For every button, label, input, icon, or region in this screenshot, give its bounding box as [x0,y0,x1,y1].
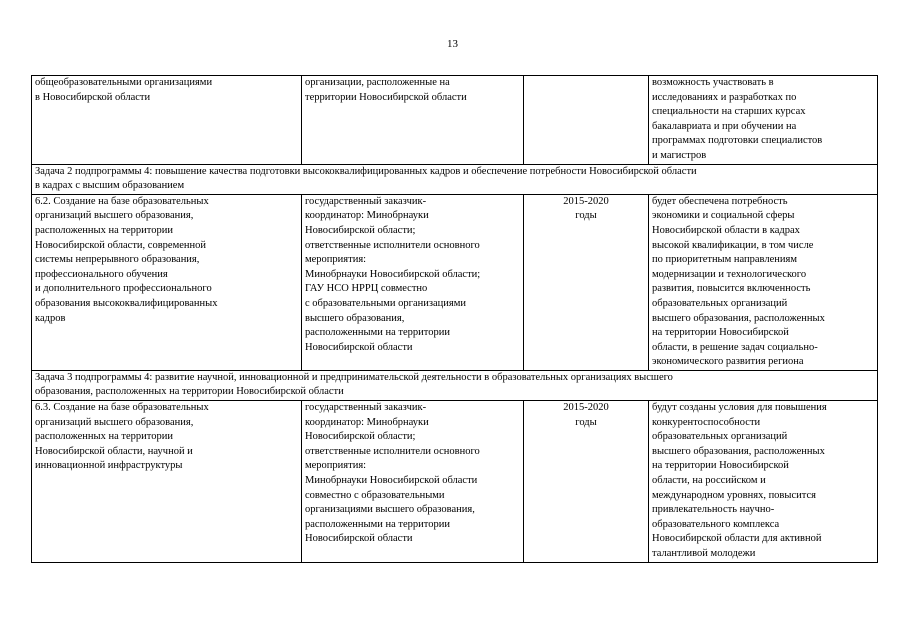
cell-text-line: с образовательными организациями [305,297,467,309]
measure-cell [32,194,302,370]
cell-text-line: и дополнительного профессионального [35,283,212,295]
cell-text-line: международном уровнях, повысится [652,489,816,501]
period-cell [524,401,649,563]
period-cell [524,76,649,165]
cell-text-line: координатор: Минобрнауки [305,416,429,428]
cell-text-line: будут созданы условия для повышения [652,402,827,414]
cell-text-line: Новосибирской области для активной [652,533,822,545]
cell-text-line: годы [575,416,597,428]
cell-text-line: 6.2. Создание на базе образовательных [35,195,209,207]
cell-text-line: расположенными на территории [305,327,450,339]
cell-text-line: расположенных на территории [35,431,173,443]
cell-text-line: будет обеспечена потребность [652,195,788,207]
cell-text-line: расположенными на территории [305,518,450,530]
table-row [32,76,878,165]
cell-text-line: государственный заказчик- [305,402,427,414]
cell-text-line: по приоритетным направлениям [652,254,797,266]
cell-text-line: образовательного комплекса [652,518,780,530]
cell-text-line: экономического развития региона [652,356,804,368]
task-cell [32,370,878,400]
cell-text-line: инновационной инфраструктуры [35,460,183,472]
program-table-body [32,76,878,563]
page-number: 13 [447,38,458,50]
cell-text-line: организации, расположенные на [305,77,450,88]
cell-text-line: территории Новосибирской области [305,91,467,103]
task-text-line: образования, расположенных на территории Новосибирской области [35,386,344,398]
cell-text-line: мероприятия: [305,460,367,472]
cell-text-line: ответственные исполнители основного [305,445,480,457]
cell-text-line: Новосибирской области, современной [35,239,206,251]
cell-text-line: совместно с образовательными [305,489,445,501]
measure-cell [32,401,302,563]
task-row [32,370,878,400]
cell-text-line: высшего образования, расположенных [652,445,825,457]
measure-cell [32,76,302,165]
task-row [32,164,878,194]
cell-text-line: Минобрнауки Новосибирской области; [305,268,481,280]
cell-text-line: ГАУ НСО НРРЦ совместно [305,283,428,295]
cell-text-line: государственный заказчик- [305,195,427,207]
cell-text-line: общеобразовательными организациями [35,77,213,88]
cell-text-line: годы [575,210,597,222]
cell-text-line: координатор: Минобрнауки [305,210,429,222]
cell-text-line: специальности на старших курсах [652,106,806,118]
cell-text-line: кадров [35,312,66,324]
result-cell [649,76,878,165]
cell-text-line: образовательных организаций [652,297,788,309]
executors-cell [302,401,524,563]
program-table [31,75,878,563]
cell-text-line: талантливой молодежи [652,548,756,559]
cell-text-line: высшего образования, [305,312,405,324]
task-text-line: в кадрах с высшим образованием [35,180,185,192]
cell-text-line: исследованиях и разработках по [652,91,797,103]
cell-text-line: расположенных на территории [35,224,173,236]
cell-text-line: области, на российском и [652,475,766,487]
task-text-line: Задача 2 подпрограммы 4: повышение качества подготовки высококвалифицированных кадров и обеспечение потребности Новосибирской области [35,165,697,177]
cell-text-line: 2015-2020 [563,195,609,207]
cell-text-line: 6.3. Создание на базе образовательных [35,402,209,414]
cell-text-line: высшего образования, расположенных [652,312,825,324]
cell-text-line: привлекательность научно- [652,504,775,516]
cell-text-line: на территории Новосибирской [652,327,789,339]
cell-text-line: образовательных организаций [652,431,788,443]
cell-text-line: Новосибирской области в кадрах [652,224,800,236]
cell-text-line: профессионального обучения [35,268,168,280]
executors-cell [302,194,524,370]
task-cell [32,164,878,194]
cell-text-line: 2015-2020 [563,402,609,414]
cell-text-line: образования высококвалифицированных [35,297,218,309]
task-text-line: Задача 3 подпрограммы 4: развитие научной, инновационной и предпринимательской деятельности в образовательных организациях высшего [35,371,673,383]
cell-text-line: Новосибирской области; [305,224,416,236]
cell-text-line: и магистров [652,149,707,161]
cell-text-line: организаций высшего образования, [35,210,194,222]
cell-text-line: конкурентоспособности [652,416,761,428]
cell-text-line: организаций высшего образования, [35,416,194,428]
cell-text-line: программах подготовки специалистов [652,135,823,147]
cell-text-line: на территории Новосибирской [652,460,789,472]
cell-text-line: бакалавриата и при обучении на [652,120,797,132]
cell-text-line: в Новосибирской области [35,91,151,103]
cell-text-line: Новосибирской области [305,533,413,545]
cell-text-line: ответственные исполнители основного [305,239,480,251]
period-cell [524,194,649,370]
cell-text-line: Новосибирской области [305,341,413,353]
cell-text-line: Минобрнауки Новосибирской области [305,475,478,487]
result-cell [649,194,878,370]
cell-text-line: Новосибирской области, научной и [35,445,193,457]
cell-text-line: возможность участвовать в [652,77,774,88]
cell-text-line: Новосибирской области; [305,431,416,443]
cell-text-line: модернизации и технологического [652,268,807,280]
table-row [32,401,878,563]
cell-text-line: мероприятия: [305,254,367,266]
table-row [32,194,878,370]
cell-text-line: организациями высшего образования, [305,504,475,516]
result-cell [649,401,878,563]
cell-text-line: экономики и социальной сферы [652,210,795,222]
cell-text-line: системы непрерывного образования, [35,254,200,266]
cell-text-line: области, в решение задач социально- [652,341,818,353]
executors-cell [302,76,524,165]
cell-text-line: развития, повысится включенность [652,283,811,295]
cell-text-line: высокой квалификации, в том числе [652,239,814,251]
